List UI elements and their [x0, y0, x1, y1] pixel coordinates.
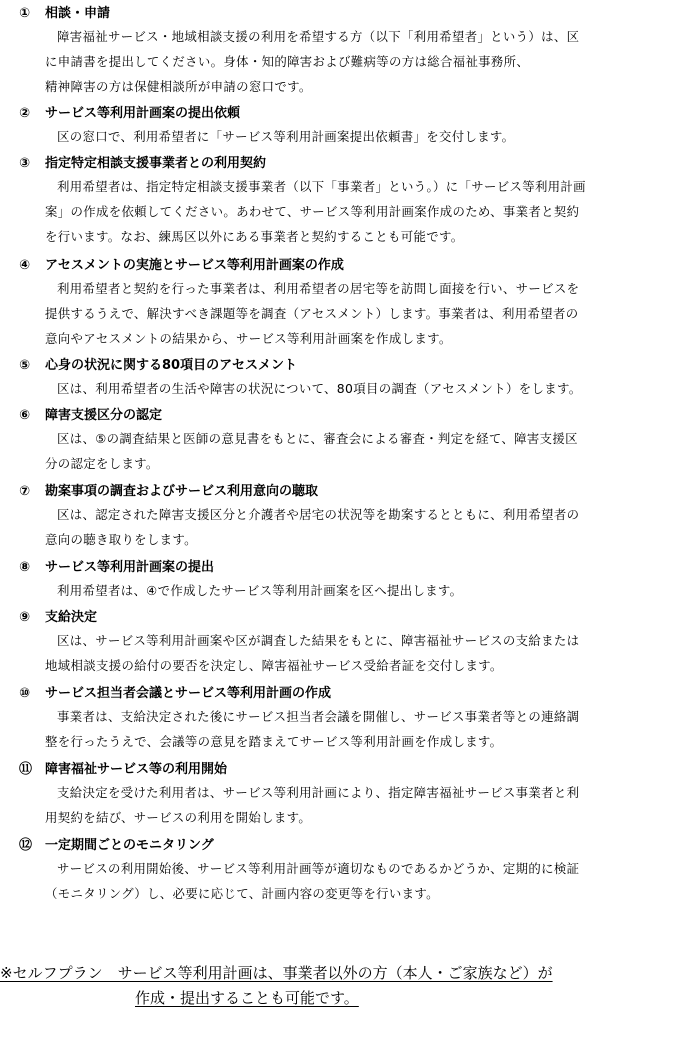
body-line: 支給決定を受けた利用者は、サービス等利用計画により、指定障害福祉サービス事業者と利: [57, 785, 580, 800]
step-number: ⑤: [19, 358, 31, 373]
step-number: ④: [19, 258, 31, 273]
body-line: 利用希望者は、④で作成したサービス等利用計画案を区へ提出します。: [57, 583, 463, 598]
body-line: 地域相談支援の給付の要否を決定し、障害福祉サービス受給者証を交付します。: [45, 658, 503, 673]
step-title: 障害支援区分の認定: [45, 408, 163, 423]
step-title: アセスメントの実施とサービス等利用計画案の作成: [45, 258, 344, 273]
step-title: 指定特定相談支援事業者との利用契約: [45, 156, 267, 171]
note-line: ※セルフプラン サービス等利用計画は、事業者以外の方（本人・ご家族など）が: [0, 964, 553, 982]
step-heading: [19, 608, 97, 628]
step-heading: [19, 406, 162, 426]
body-line: 区は、サービス等利用計画案や区が調査した結果をもとに、障害福祉サービスの支給または: [57, 633, 580, 648]
step-title: サービス等利用計画案の提出依頼: [45, 106, 241, 121]
body-line: 整を行ったうえで、会議等の意見を踏まえてサービス等利用計画を作成します。: [45, 734, 503, 749]
note-line: 作成・提出することも可能です。: [135, 989, 359, 1007]
body-line: 利用希望者と契約を行った事業者は、利用希望者の居宅等を訪問し面接を行い、サービスを: [57, 281, 580, 296]
body-line: 意向の聴き取りをします。: [45, 532, 197, 547]
step-title: 相談・申請: [45, 6, 111, 21]
step-title: 一定期間ごとのモニタリング: [45, 838, 214, 853]
step-number: ③: [19, 156, 31, 171]
step-number: ⑨: [19, 610, 31, 625]
step-number: ②: [19, 106, 31, 121]
body-line: 精神障害の方は保健相談所が申請の窓口です。: [45, 79, 312, 94]
body-line: 用契約を結び、サービスの利用を開始します。: [45, 810, 312, 825]
step-heading: [19, 104, 240, 124]
step-heading: [19, 836, 214, 856]
body-line: 区は、⑤の調査結果と医師の意見書をもとに、審査会による審査・判定を経て、障害支援区: [57, 431, 578, 446]
step-heading: [19, 558, 214, 578]
step-title: サービス担当者会議とサービス等利用計画の作成: [45, 686, 332, 701]
step-title: 勘案事項の調査およびサービス利用意向の聴取: [45, 484, 319, 499]
body-line: 提供するうえで、解決すべき課題等を調査（アセスメント）します。事業者は、利用希望者の: [45, 306, 579, 321]
step-number: ⑩: [19, 686, 31, 701]
body-line: 案」の作成を依頼してください。あわせて、サービス等利用計画案作成のため、事業者と契約: [45, 204, 580, 219]
body-line: サービスの利用開始後、サービス等利用計画等が適切なものであるかどうか、定期的に検証: [57, 861, 580, 876]
step-number: ⑧: [19, 560, 31, 575]
step-heading: [19, 760, 227, 780]
body-line: 意向やアセスメントの結果から、サービス等利用計画案を作成します。: [45, 331, 452, 346]
body-line: 区は、利用希望者の生活や障害の状況について、80項目の調査（アセスメント）をします。: [57, 381, 582, 396]
step-title: サービス等利用計画案の提出: [45, 560, 215, 575]
step-heading: [19, 4, 110, 24]
step-heading: [19, 256, 344, 276]
body-line: 事業者は、支給決定された後にサービス担当者会議を開催し、サービス事業者等との連絡調: [57, 709, 580, 724]
step-number: ⑫: [19, 838, 33, 853]
body-line: に申請書を提出してください。身体・知的障害および難病等の方は総合福祉事務所、: [45, 54, 530, 69]
step-number: ⑦: [19, 484, 31, 499]
step-title: 心身の状況に関する80項目のアセスメント: [45, 358, 297, 373]
body-line: 区は、認定された障害支援区分と介護者や居宅の状況等を勘案するとともに、利用希望者の: [57, 507, 580, 522]
body-line: 分の認定をします。: [45, 456, 159, 471]
body-line: を行います。なお、練馬区以外にある事業者と契約することも可能です。: [45, 229, 464, 244]
step-number: ①: [19, 6, 31, 21]
step-heading: [19, 154, 266, 174]
body-line: 障害福祉サービス・地域相談支援の利用を希望する方（以下「利用希望者」という）は、区: [57, 29, 580, 44]
step-heading: [19, 356, 297, 376]
step-title: 障害福祉サービス等の利用開始: [45, 762, 228, 777]
step-heading: [19, 684, 331, 704]
body-line: 利用希望者は、指定特定相談支援事業者（以下「事業者」という。）に「サービス等利用計画: [57, 179, 586, 194]
body-line: （モニタリング）し、必要に応じて、計画内容の変更等を行います。: [45, 886, 439, 901]
step-heading: [19, 482, 318, 502]
body-line: 区の窓口で、利用希望者に「サービス等利用計画案提出依頼書」を交付します。: [57, 129, 515, 144]
step-title: 支給決定: [45, 610, 98, 625]
step-number: ⑥: [19, 408, 31, 423]
step-number: ⑪: [19, 762, 33, 777]
